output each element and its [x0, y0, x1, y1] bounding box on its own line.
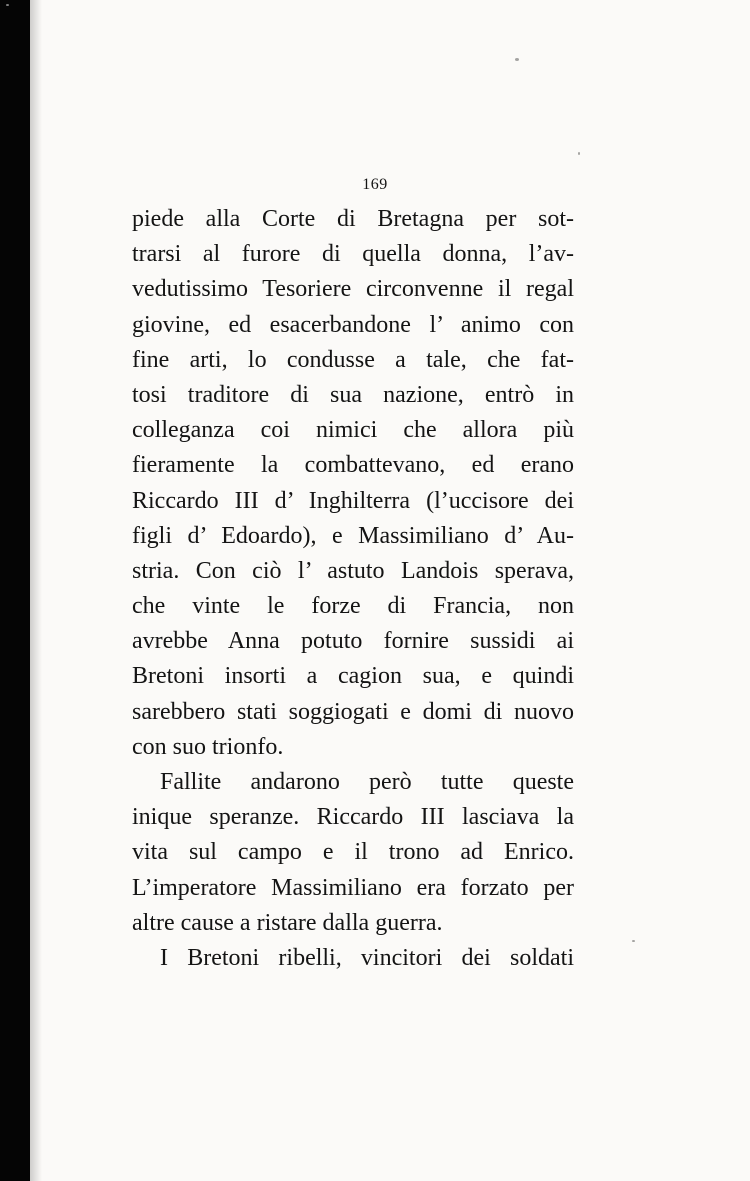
text-line: altre cause a ristare dalla guerra. — [132, 909, 443, 936]
text-line: avrebbe Anna potuto fornire sussidi ai — [132, 628, 574, 655]
text-line: tosi traditore di sua nazione, entrò in — [132, 381, 574, 408]
text-line: Fallite andarono però tutte queste — [160, 769, 574, 795]
text-line: vedutissimo Tesoriere circonvenne il regal — [132, 276, 574, 303]
text-line: con suo trionfo. — [132, 733, 284, 760]
paper-speck — [578, 152, 580, 155]
text-line: I Bretoni ribelli, vincitori dei soldati — [160, 944, 574, 971]
text-line: inique speranze. Riccardo III lasciava la — [132, 804, 574, 831]
text-line: L’imperatore Massimiliano era forzato per — [132, 874, 574, 901]
text-line: fieramente la combattevano, ed erano — [132, 452, 574, 479]
text-line: trarsi al furore di quella donna, l’av- — [132, 241, 574, 268]
paper-speck — [515, 58, 519, 61]
text-line: figli d’ Edoardo), e Massimiliano d’ Au- — [132, 522, 574, 549]
text-line: giovine, ed esacerbandone l’ animo con — [132, 311, 574, 338]
body-text — [132, 202, 574, 976]
paper-speck — [6, 4, 9, 6]
text-line: fine arti, lo condusse a tale, che fat- — [132, 346, 574, 373]
text-line: sarebbero stati soggiogati e domi di nuovo — [132, 698, 574, 725]
text-line: piede alla Corte di Bretagna per sot- — [132, 206, 574, 232]
page-number: 169 — [362, 176, 388, 193]
text-line: colleganza coi nimici che allora più — [132, 417, 574, 444]
text-line: vita sul campo e il trono ad Enrico. — [132, 839, 574, 866]
text-line: stria. Con ciò l’ astuto Landois sperava, — [132, 557, 574, 584]
text-line: Bretoni insorti a cagion sua, e quindi — [132, 663, 574, 690]
text-line: Riccardo III d’ Inghilterra (l’uccisore dei — [132, 487, 574, 514]
paper-speck — [632, 940, 635, 942]
text-line: che vinte le forze di Francia, non — [132, 593, 574, 620]
